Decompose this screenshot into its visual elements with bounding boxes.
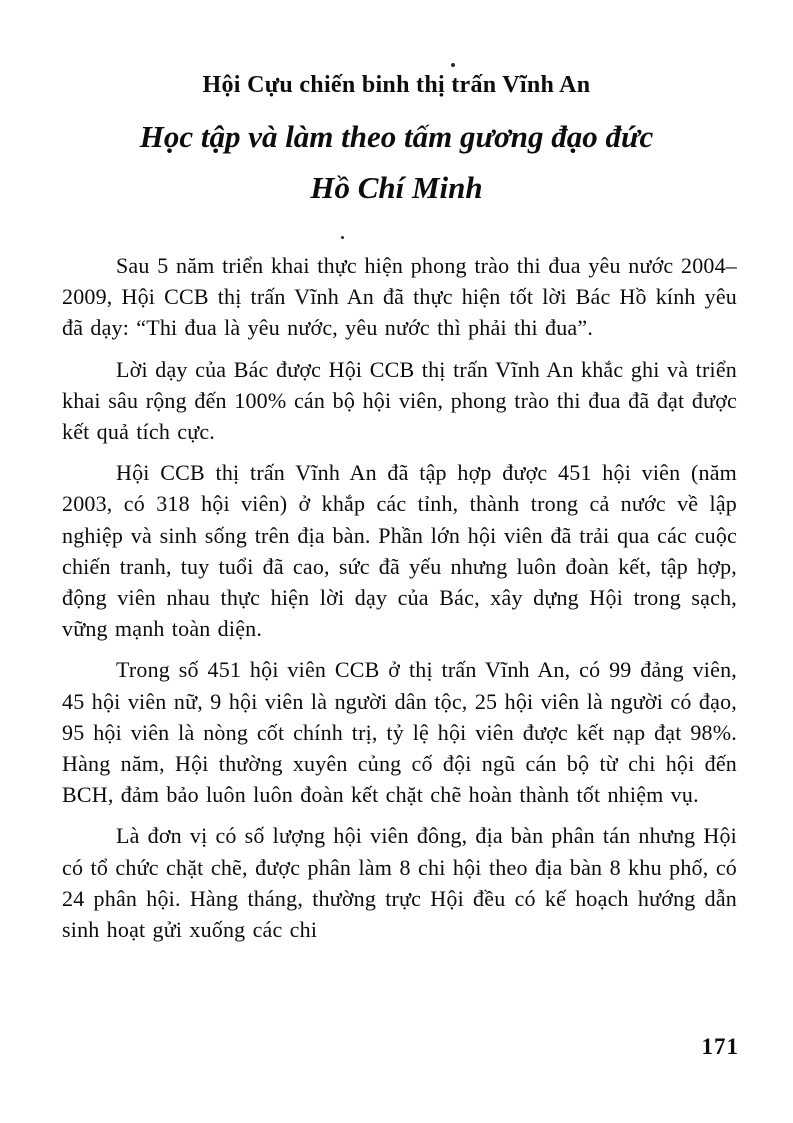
paragraph-1: Sau 5 năm triển khai thực hiện phong trào thi đua yêu nước 2004–2009, Hội CCB thị trấn Vĩnh An đã thực hiện tốt lời Bác Hồ kính yêu đã dạy: “Thi đua là yêu nước, yêu nước thì phải thi đua”. — [62, 253, 737, 341]
scan-artifact-dot — [451, 63, 455, 67]
paragraph-5: Là đơn vị có số lượng hội viên đông, địa bàn phân tán nhưng Hội có tổ chức chặt chẽ, được phân làm 8 chi hội theo địa bàn 8 khu phố, có 24 phân hội. Hàng tháng, thường trực Hội đều có kế hoạch hướng dẫn sinh hoạt gửi xuống các chi — [62, 823, 737, 943]
page-heading — [0, 0, 793, 213]
scan-artifact-dot — [341, 236, 344, 239]
heading-title-line2: Hồ Chí Minh — [310, 170, 483, 205]
heading-title-line1: Học tập và làm theo tấm gương đạo đức — [139, 119, 654, 154]
paragraph-2: Lời dạy của Bác được Hội CCB thị trấn Vĩnh An khắc ghi và triển khai sâu rộng đến 100% cán bộ hội viên, phong trào thi đua đã đạt được kết quả tích cực. — [62, 356, 737, 445]
heading-organization: Hội Cựu chiến binh thị trấn Vĩnh An — [202, 72, 591, 98]
paragraph-3: Hội CCB thị trấn Vĩnh An đã tập hợp được 451 hội viên (năm 2003, có 318 hội viên) ở khắp các tỉnh, thành trong cả nước về lập nghiệp và sinh sống trên địa bàn. Phần lớn hội viên đã trải qua các cuộc chiến tranh, tuy tuổi đã cao, sức đã yếu nhưng luôn đoàn kết, tập hợp, động viên nhau thực hiện lời dạy của Bác, xây dựng Hội trong sạch, vững mạnh toàn diện. — [62, 460, 737, 642]
body-text — [62, 250, 737, 945]
page-number: 171 — [701, 1034, 739, 1059]
paragraph-4: Trong số 451 hội viên CCB ở thị trấn Vĩnh An, có 99 đảng viên, 45 hội viên nữ, 9 hội viên là người dân tộc, 25 hội viên là người có đạo, 95 hội viên là nòng cốt chính trị, tỷ lệ hội viên được kết nạp đạt 98%. Hàng năm, Hội thường xuyên củng cố đội ngũ cán bộ từ chi hội đến BCH, đảm bảo luôn luôn đoàn kết chặt chẽ hoàn thành tốt nhiệm vụ. — [62, 657, 737, 808]
